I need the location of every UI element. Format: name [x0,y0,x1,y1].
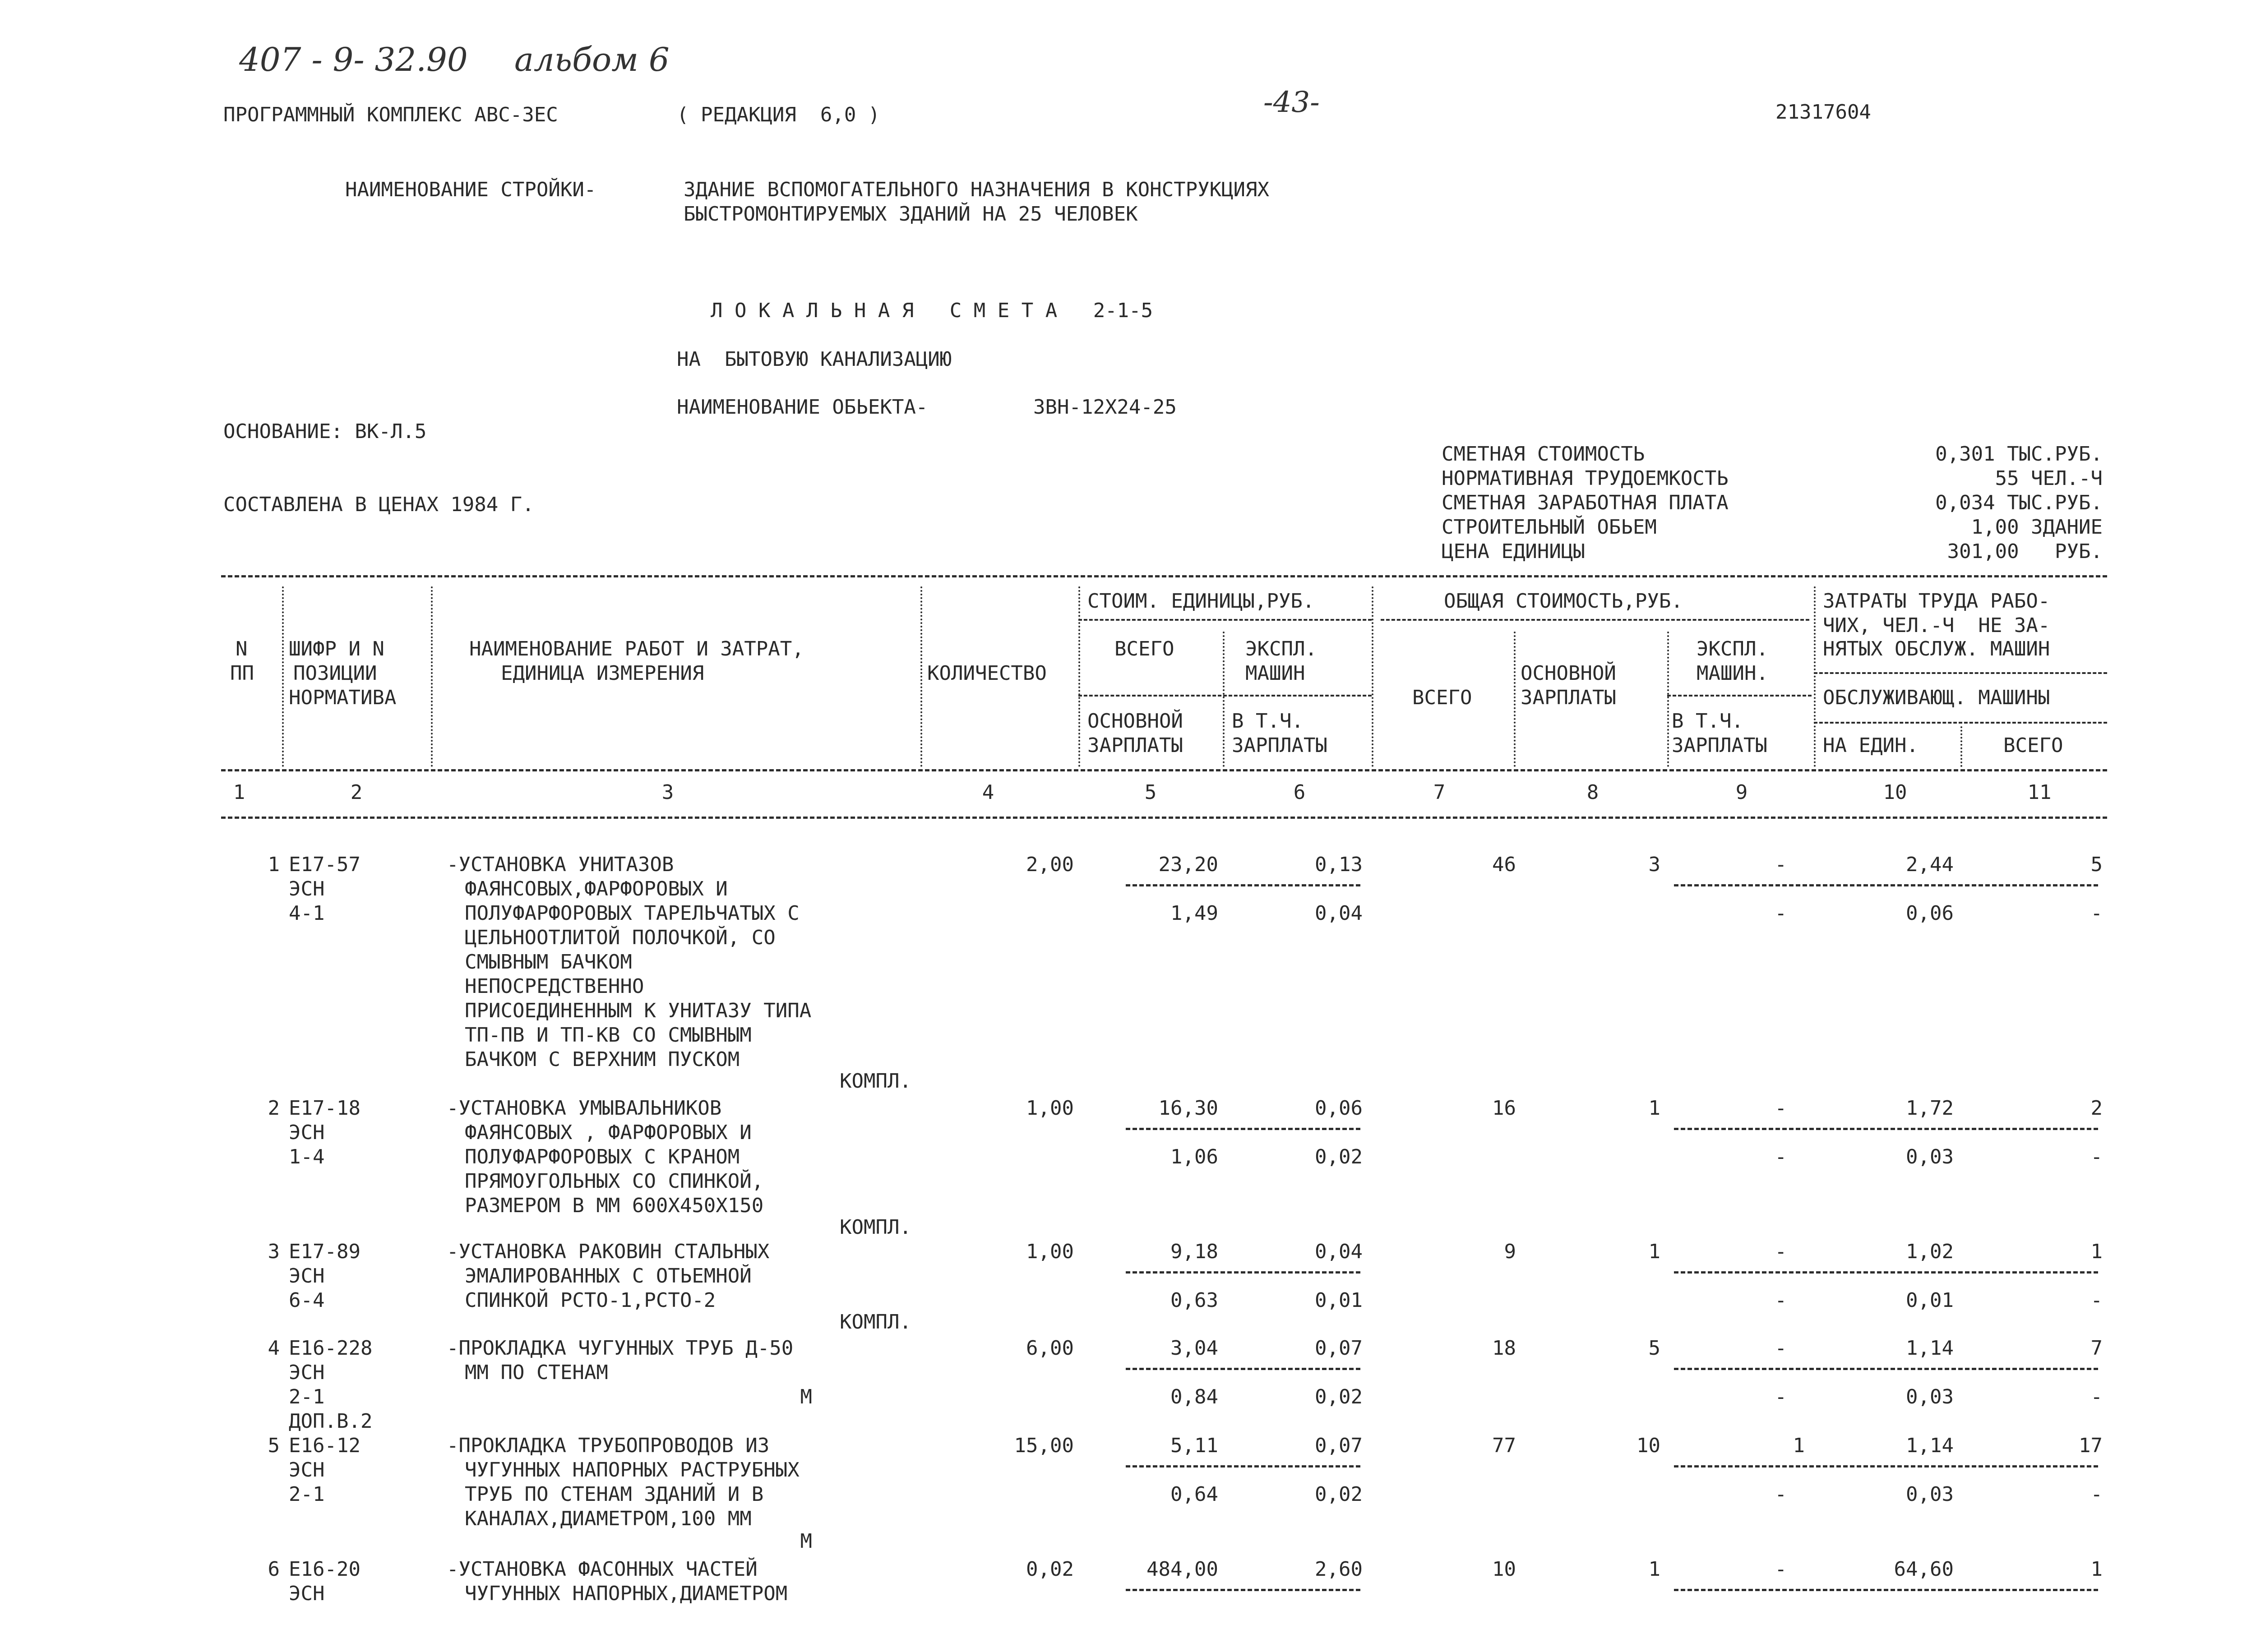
document-number: 21317604 [1775,101,1871,124]
row-underline [1674,1271,2098,1274]
row-name-line: -ПРОКЛАДКА ТРУБОПРОВОДОВ ИЗ [447,1434,770,1457]
row-labor-unit: 0,06 [1906,902,1954,925]
subrule [1078,695,1372,697]
row-total-expl: - [1775,853,1787,876]
row-labor-total: - [2090,1385,2103,1408]
col-number: 7 [1433,781,1446,804]
row-name-line: -ПРОКЛАДКА ЧУГУННЫХ ТРУБ Д-50 [447,1337,794,1360]
row-labor-total: - [2090,1289,2103,1312]
row-unit-total: 16,30 [1158,1097,1218,1120]
numbers-bottom-rule [221,817,2107,819]
row-code: 1-4 [289,1145,325,1168]
row-total-expl: - [1775,1558,1787,1581]
row-qty: 6,00 [1026,1337,1074,1360]
edition: ( РЕДАКЦИЯ 6,0 ) [677,103,880,126]
row-unit-total: 23,20 [1158,853,1218,876]
hdr-code: ШИФР И N [289,637,384,660]
row-name-line: ПОЛУФАРФОРОВЫХ С КРАНОМ [465,1145,740,1168]
row-name-line: -УСТАНОВКА УНИТАЗОВ [447,853,674,876]
row-labor-unit: 0,03 [1906,1483,1954,1506]
col-number: 3 [661,781,674,804]
hdr-total-all: ВСЕГО [1412,686,1472,709]
row-labor-total: - [2090,1483,2103,1506]
row-total-base: 3 [1648,853,1660,876]
row-unit-expl: 2,60 [1315,1558,1363,1581]
row-total-all: 46 [1492,853,1516,876]
row-total-incl: - [1775,1483,1787,1506]
row-code: ЭСН [289,1361,325,1384]
subrule [1814,672,2107,674]
row-code: ЭСН [289,1264,325,1287]
object-value: 3ВН-12Х24-25 [1033,396,1177,419]
hdr-unit-base: ЗАРПЛАТЫ [1087,734,1183,757]
subrule [1667,695,1812,697]
col-sep [1223,632,1225,767]
row-name-line: ЭМАЛИРОВАННЫХ С ОТЬЕМНОЙ [465,1264,752,1287]
row-total-expl: - [1775,1337,1787,1360]
row-unit-total: 3,04 [1170,1337,1218,1360]
summary-label: СМЕТНАЯ ЗАРАБОТНАЯ ПЛАТА [1442,491,1729,514]
row-code: 6-4 [289,1289,325,1312]
row-total-expl: 1 [1793,1434,1805,1457]
row-unit-base: 1,06 [1170,1145,1218,1168]
row-underline [1126,1128,1360,1130]
hdr-labor-total: ВСЕГО [2003,734,2063,757]
row-name-line: СПИНКОЙ РСТО-1,РСТО-2 [465,1289,716,1312]
row-underline [1674,884,2098,886]
program-name: ПРОГРАММНЫЙ КОМПЛЕКС АВС-3ЕС [223,103,558,126]
summary-label: СМЕТНАЯ СТОИМОСТЬ [1442,443,1645,466]
hdr-name: ЕДИНИЦА ИЗМЕРЕНИЯ [501,662,704,685]
row-number: 3 [268,1240,280,1263]
col-sep [1960,726,1962,767]
row-underline [1126,1465,1360,1467]
hdr-labor-service: ОБСЛУЖИВАЮЩ. МАШИНЫ [1823,686,2050,709]
subrule [1381,619,1809,621]
row-number: 1 [268,853,280,876]
row-total-base: 5 [1648,1337,1660,1360]
row-unit-incl: 0,02 [1315,1385,1363,1408]
row-labor-total: - [2090,902,2103,925]
row-total-base: 1 [1648,1097,1660,1120]
col-sep [1814,586,1816,767]
hdr-total-cost: ОБЩАЯ СТОИМОСТЬ,РУБ. [1444,590,1683,613]
hdr-unit-total: ВСЕГО [1114,637,1174,660]
summary-label: ЦЕНА ЕДИНИЦЫ [1442,540,1585,563]
row-unit-expl: 0,06 [1315,1097,1363,1120]
col-number: 11 [2027,781,2052,804]
row-code: Е16-20 [289,1558,361,1581]
row-code: 2-1 [289,1385,325,1408]
col-sep [1372,586,1373,767]
row-name-line: -УСТАНОВКА РАКОВИН СТАЛЬНЫХ [447,1240,770,1263]
col-number: 1 [233,781,245,804]
row-total-expl: - [1775,1097,1787,1120]
hdr-total-expl: МАШИН. [1697,662,1768,685]
hdr-unit-incl: ЗАРПЛАТЫ [1232,734,1327,757]
hdr-unit-base: ОСНОВНОЙ [1087,710,1183,733]
row-underline [1674,1368,2098,1370]
hdr-qty: КОЛИЧЕСТВО [927,662,1047,685]
row-unit-expl: 0,04 [1315,1240,1363,1263]
hdr-labor: ЗАТРАТЫ ТРУДА РАБО- [1823,590,2050,613]
row-unit-expl: 0,07 [1315,1337,1363,1360]
row-underline [1674,1465,2098,1467]
row-unit-total: 484,00 [1146,1558,1218,1581]
row-name-line: НЕПОСРЕДСТВЕННО [465,975,644,998]
row-name-line: ТП-ПВ И ТП-КВ СО СМЫВНЫМ [465,1024,752,1047]
row-total-incl: - [1775,902,1787,925]
row-name-line: ЦЕЛЬНООТЛИТОЙ ПОЛОЧКОЙ, СО [465,926,776,949]
row-total-incl: - [1775,1385,1787,1408]
hdr-labor: ЧИХ, ЧЕЛ.-Ч НЕ ЗА- [1823,614,2050,637]
summary-value: 55 ЧЕЛ.-Ч [1995,467,2103,490]
row-name-line: ПОЛУФАРФОРОВЫХ ТАРЕЛЬЧАТЫХ С [465,902,800,925]
row-total-incl: - [1775,1289,1787,1312]
row-unit-incl: 0,02 [1315,1145,1363,1168]
row-code: 4-1 [289,902,325,925]
album-code-handwritten: 407 - 9- 32.90 [239,41,468,78]
row-code: ДОП.В.2 [289,1410,373,1433]
row-labor-unit: 1,14 [1906,1337,1954,1360]
row-total-base: 1 [1648,1558,1660,1581]
row-code: ЭСН [289,1458,325,1481]
row-labor-total: 1 [2090,1240,2103,1263]
row-name-line: ЧУГУННЫХ НАПОРНЫХ,ДИАМЕТРОМ [465,1582,788,1605]
row-name-line: ФАЯНСОВЫХ , ФАРФОРОВЫХ И [465,1121,752,1144]
row-labor-unit: 1,72 [1906,1097,1954,1120]
row-code: Е16-228 [289,1337,373,1360]
summary-value: 0,034 ТЫС.РУБ. [1935,491,2103,514]
summary-label: НОРМАТИВНАЯ ТРУДОЕМКОСТЬ [1442,467,1729,490]
col-sep [1514,632,1516,767]
object-label: НАИМЕНОВАНИЕ ОБЬЕКТА- [677,396,928,419]
row-labor-total: 1 [2090,1558,2103,1581]
col-number: 4 [982,781,994,804]
hdr-name: НАИМЕНОВАНИЕ РАБОТ И ЗАТРАТ, [469,637,804,660]
col-number: 10 [1883,781,1907,804]
row-labor-unit: 0,03 [1906,1385,1954,1408]
row-labor-total: - [2090,1145,2103,1168]
col-sep [1667,632,1669,767]
hdr-n: N [236,637,248,660]
row-total-all: 9 [1504,1240,1516,1263]
row-total-all: 10 [1492,1558,1516,1581]
row-unit-incl: 0,04 [1315,902,1363,925]
hdr-labor-unit: НА ЕДИН. [1823,734,1919,757]
row-unit-incl: 0,02 [1315,1483,1363,1506]
row-unit: КОМПЛ. [840,1311,911,1334]
hdr-unit-expl: ЭКСПЛ. [1245,637,1317,660]
row-name-line: -УСТАНОВКА УМЫВАЛЬНИКОВ [447,1097,722,1120]
row-total-base: 10 [1637,1434,1660,1457]
row-labor-unit: 1,14 [1906,1434,1954,1457]
row-code: Е17-57 [289,853,361,876]
row-labor-unit: 64,60 [1894,1558,1954,1581]
row-code: ЭСН [289,877,325,900]
row-unit: М [800,1385,812,1408]
table-top-rule [221,575,2107,577]
hdr-pp: ПП [230,662,254,685]
construction-line-2: БЫСТРОМОНТИРУЕМЫХ ЗДАНИЙ НА 25 ЧЕЛОВЕК [684,203,1138,226]
price-level: СОСТАВЛЕНА В ЦЕНАХ 1984 Г. [223,493,534,516]
row-labor-unit: 0,01 [1906,1289,1954,1312]
row-name-line: ПРИСОЕДИНЕННЫМ К УНИТАЗУ ТИПА [465,999,812,1022]
row-total-expl: - [1775,1240,1787,1263]
row-total-all: 16 [1492,1097,1516,1120]
row-name-line: СМЫВНЫМ БАЧКОМ [465,951,632,974]
row-unit-base: 0,84 [1170,1385,1218,1408]
estimate-title: Л О К А Л Ь Н А Я С М Е Т А 2-1-5 [711,299,1153,322]
row-code: ЭСН [289,1582,325,1605]
col-sep [431,586,433,767]
col-number: 8 [1586,781,1599,804]
row-unit-expl: 0,13 [1315,853,1363,876]
col-sep [282,586,284,767]
hdr-total-incl: ЗАРПЛАТЫ [1672,734,1767,757]
row-name-line: ТРУБ ПО СТЕНАМ ЗДАНИЙ И В [465,1483,764,1506]
row-qty: 15,00 [1014,1434,1074,1457]
col-sep [920,586,922,767]
subrule [1814,722,2107,724]
hdr-unit-incl: В Т.Ч. [1232,710,1304,733]
row-number: 5 [268,1434,280,1457]
row-qty: 2,00 [1026,853,1074,876]
summary-value: 1,00 ЗДАНИЕ [1971,516,2103,539]
row-unit-total: 9,18 [1170,1240,1218,1263]
row-code: 2-1 [289,1483,325,1506]
hdr-unit-cost: СТОИМ. ЕДИНИЦЫ,РУБ. [1087,590,1315,613]
col-sep [1078,586,1080,767]
row-underline [1674,1128,2098,1130]
row-name-line: КАНАЛАХ,ДИАМЕТРОМ,100 ММ [465,1507,752,1530]
row-labor-total: 17 [2079,1434,2103,1457]
row-total-all: 77 [1492,1434,1516,1457]
basis: ОСНОВАНИЕ: ВК-Л.5 [223,420,427,443]
col-number: 5 [1144,781,1157,804]
row-total-all: 18 [1492,1337,1516,1360]
row-name-line: ПРЯМОУГОЛЬНЫХ СО СПИНКОЙ, [465,1170,764,1193]
row-underline [1126,884,1360,886]
album-word-handwritten: альбом 6 [514,41,670,78]
col-number: 6 [1293,781,1306,804]
hdr-total-base: ЗАРПЛАТЫ [1521,686,1616,709]
row-underline [1126,1589,1360,1591]
hdr-total-incl: В Т.Ч. [1672,710,1743,733]
row-name-line: ЧУГУННЫХ НАПОРНЫХ РАСТРУБНЫХ [465,1458,800,1481]
row-underline [1126,1271,1360,1274]
row-labor-unit: 0,03 [1906,1145,1954,1168]
row-name-line: БАЧКОМ С ВЕРХНИМ ПУСКОМ [465,1048,740,1071]
row-qty: 1,00 [1026,1097,1074,1120]
col-number: 2 [350,781,363,804]
row-underline [1674,1589,2098,1591]
row-name-line: -УСТАНОВКА ФАСОННЫХ ЧАСТЕЙ [447,1558,758,1581]
page-number: -43- [1263,86,1320,119]
row-unit-base: 1,49 [1170,902,1218,925]
summary-label: СТРОИТЕЛЬНЫЙ ОБЬЕМ [1442,516,1657,539]
row-labor-total: 2 [2090,1097,2103,1120]
summary-value: 0,301 ТЫС.РУБ. [1935,443,2103,466]
hdr-total-expl: ЭКСПЛ. [1697,637,1768,660]
col-number: 9 [1735,781,1748,804]
row-unit-expl: 0,07 [1315,1434,1363,1457]
hdr-unit-expl: МАШИН [1245,662,1305,685]
row-code: Е17-89 [289,1240,361,1263]
hdr-code: ПОЗИЦИИ [293,662,377,685]
row-labor-total: 7 [2090,1337,2103,1360]
row-number: 4 [268,1337,280,1360]
header-bottom-rule [221,769,2107,771]
row-unit-total: 5,11 [1170,1434,1218,1457]
row-name-line: РАЗМЕРОМ В ММ 600Х450Х150 [465,1194,764,1217]
row-name-line: ММ ПО СТЕНАМ [465,1361,608,1384]
subrule [1078,619,1372,621]
row-underline [1126,1368,1360,1370]
row-unit-incl: 0,01 [1315,1289,1363,1312]
row-unit-base: 0,64 [1170,1483,1218,1506]
row-total-base: 1 [1648,1240,1660,1263]
row-code: Е16-12 [289,1434,361,1457]
row-labor-unit: 2,44 [1906,853,1954,876]
row-qty: 0,02 [1026,1558,1074,1581]
summary-value: 301,00 РУБ. [1947,540,2103,563]
row-number: 6 [268,1558,280,1581]
hdr-labor: НЯТЫХ ОБСЛУЖ. МАШИН [1823,637,2050,660]
hdr-total-base: ОСНОВНОЙ [1521,662,1616,685]
row-unit: КОМПЛ. [840,1070,911,1093]
row-number: 2 [268,1097,280,1120]
row-unit: М [800,1530,812,1553]
construction-label: НАИМЕНОВАНИЕ СТРОЙКИ- [345,178,596,201]
row-labor-total: 5 [2090,853,2103,876]
row-labor-unit: 1,02 [1906,1240,1954,1263]
construction-line-1: ЗДАНИЕ ВСПОМОГАТЕЛЬНОГО НАЗНАЧЕНИЯ В КОНСТРУКЦИЯХ [684,178,1270,201]
row-unit: КОМПЛ. [840,1216,911,1239]
row-code: ЭСН [289,1121,325,1144]
estimate-subject: НА БЫТОВУЮ КАНАЛИЗАЦИЮ [677,348,952,371]
row-qty: 1,00 [1026,1240,1074,1263]
row-code: Е17-18 [289,1097,361,1120]
row-unit-base: 0,63 [1170,1289,1218,1312]
row-total-incl: - [1775,1145,1787,1168]
row-name-line: ФАЯНСОВЫХ,ФАРФОРОВЫХ И [465,877,728,900]
hdr-code: НОРМАТИВА [289,686,397,709]
